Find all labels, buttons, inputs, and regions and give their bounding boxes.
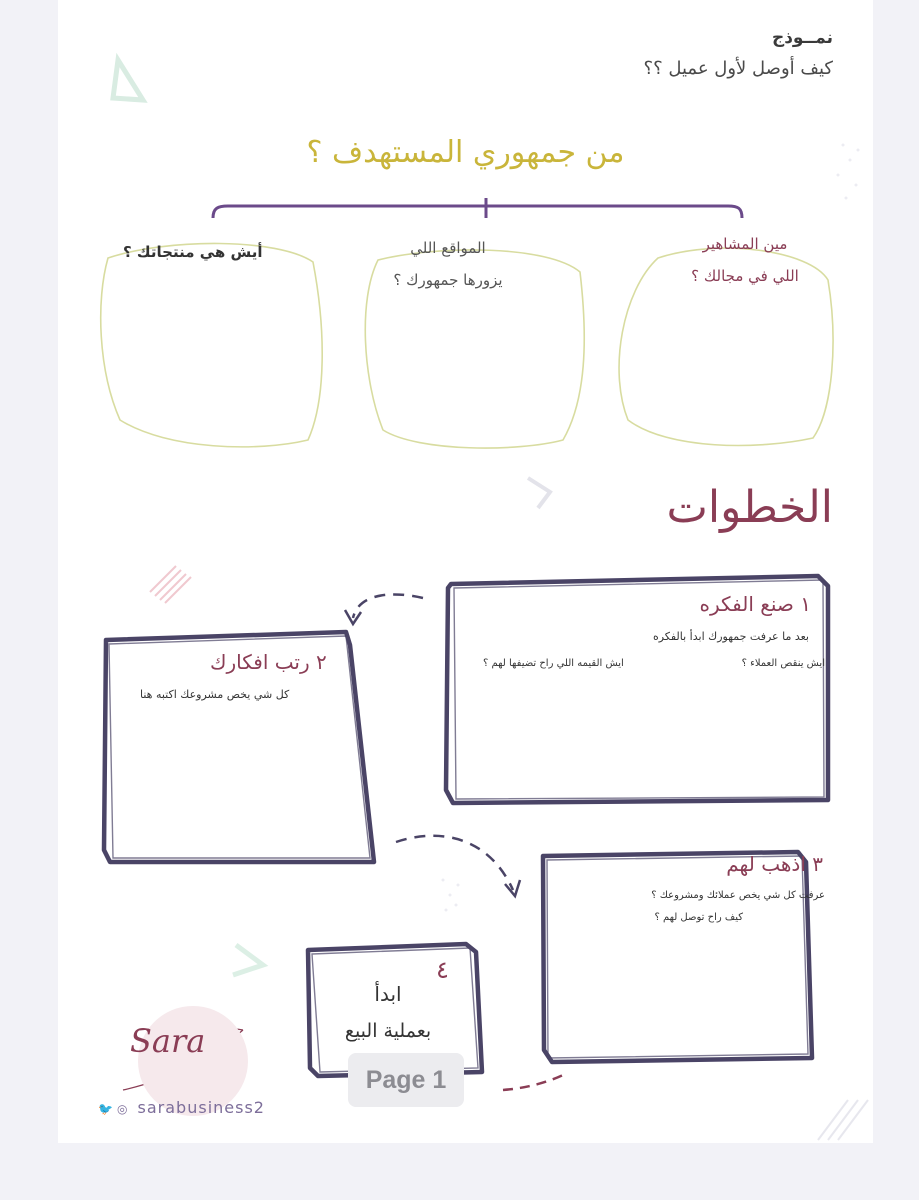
step3-frame	[543, 852, 812, 1062]
step4-line2: بعملية البيع	[344, 1020, 432, 1042]
step1-question-value: ايش القيمه اللي راح تضيفها لهم ؟	[483, 658, 624, 669]
page-number-badge: Page 1	[348, 1053, 464, 1107]
products-question: أيش هي منتجاتك ؟	[123, 243, 263, 261]
products-bubble	[101, 243, 322, 446]
step4-line1: ابدأ	[374, 982, 402, 1006]
celebrities-question	[665, 228, 825, 292]
instagram-icon: ◎	[116, 1102, 129, 1116]
step1-heading: ١ صنع الفكره	[699, 592, 811, 616]
step3-heading: ٣ اذهب لهم	[726, 852, 823, 876]
step1-question-missing: ايش ينقص العملاء ؟	[741, 658, 825, 669]
arrow-step1-to-step2	[353, 594, 423, 618]
arrow-step3-to-step4	[503, 1075, 563, 1090]
chevron-decoration	[528, 478, 550, 508]
worksheet-page	[58, 0, 873, 1143]
steps-title: الخطوات	[666, 482, 833, 533]
bracket-line	[213, 206, 742, 218]
sites-question	[368, 232, 528, 296]
step4-number: ٤	[436, 956, 449, 984]
social-handle-row	[98, 1098, 265, 1117]
sites-question-line1: المواقع اللي	[410, 239, 486, 257]
celebrities-question-line2: اللي في مجالك ؟	[691, 267, 799, 285]
signature-name: Sara	[130, 1022, 206, 1060]
social-handle: sarabusiness2	[137, 1098, 265, 1117]
hatch-decoration	[150, 566, 191, 603]
triangle-decoration	[113, 60, 143, 100]
triangle-decoration	[233, 945, 263, 975]
step3-text1: عرفت كل شي يخص عملائك ومشروعك ؟	[651, 890, 825, 901]
step3-text2: كيف راح توصل لهم ؟	[654, 912, 743, 923]
step2-heading: ٢ رتب افكارك	[210, 650, 327, 674]
twitter-icon: 🐦	[98, 1102, 114, 1116]
header-title: نمــوذج	[771, 28, 833, 48]
hatch-decoration	[818, 1100, 868, 1140]
step1-text: بعد ما عرفت جمهورك ابدأ بالفكره	[652, 630, 809, 643]
celebrities-question-line1: مين المشاهير	[702, 235, 788, 253]
audience-question: من جمهوري المستهدف ؟	[306, 135, 625, 170]
step2-text: كل شي يخص مشروعك اكتبه هنا	[140, 688, 290, 701]
sites-question-line2: يزورها جمهورك ؟	[393, 271, 503, 289]
arrow-step2-to-step3	[396, 836, 513, 890]
header-subtitle: كيف أوصل لأول عميل ؟؟	[643, 58, 833, 79]
decorations-layer	[58, 0, 873, 1143]
